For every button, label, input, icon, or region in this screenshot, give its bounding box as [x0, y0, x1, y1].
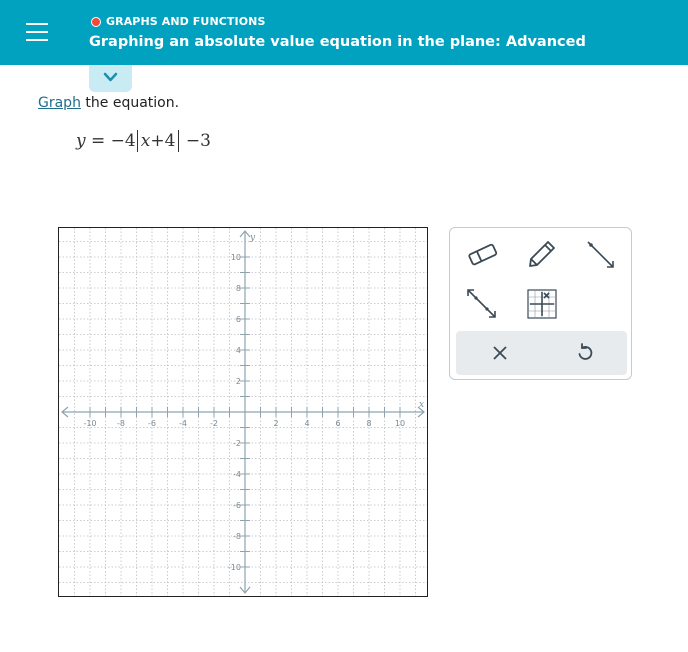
- chevron-down-icon: [103, 72, 118, 83]
- line-icon: [464, 286, 498, 320]
- x-tick-label: 10: [394, 419, 406, 428]
- line-tool[interactable]: [464, 286, 498, 324]
- y-tick-label: -8: [233, 532, 241, 541]
- clear-button[interactable]: [488, 341, 512, 365]
- y-tick-label: -6: [233, 501, 241, 510]
- eraser-icon: [466, 240, 500, 270]
- top-header: [0, 0, 688, 65]
- x-tick-label: -8: [117, 419, 125, 428]
- x-tick-label: 4: [304, 419, 310, 428]
- eq-abs-var: x: [140, 131, 151, 151]
- page-title: Graphing an absolute value equation in the plane: Advanced: [89, 34, 586, 50]
- coordinate-plane[interactable]: [59, 228, 427, 596]
- equation: [76, 130, 211, 152]
- eq-lhs: y: [76, 131, 86, 151]
- clear-icon: [488, 341, 512, 365]
- y-tick-label: 4: [235, 346, 241, 355]
- point-tool[interactable]: [527, 289, 557, 323]
- eq-abs-const: 4: [164, 131, 176, 151]
- hamburger-menu-icon[interactable]: [26, 23, 48, 43]
- eraser-tool[interactable]: [466, 240, 500, 274]
- eq-abs-op: +: [150, 131, 165, 151]
- status-dot-icon: [91, 17, 101, 27]
- point-grid-icon: [527, 289, 557, 319]
- y-tick-label: -2: [233, 439, 241, 448]
- y-tick-label: 6: [235, 315, 241, 324]
- eq-tail-op: −: [185, 131, 201, 151]
- x-tick-label: 8: [366, 419, 372, 428]
- eq-equals: =: [91, 131, 106, 151]
- undo-icon: [573, 341, 597, 365]
- graphing-canvas[interactable]: [58, 227, 428, 597]
- x-axis-label: x: [419, 400, 425, 410]
- ray-tool[interactable]: [584, 238, 616, 274]
- graph-help-link[interactable]: Graph: [38, 95, 81, 111]
- category-label: GRAPHS AND FUNCTIONS: [106, 15, 266, 28]
- eq-absolute-value: [137, 130, 180, 152]
- y-tick-label: -4: [233, 470, 241, 479]
- instruction-text: [38, 95, 179, 111]
- graph-toolbox: [449, 227, 632, 380]
- topic-category: [91, 15, 266, 28]
- eq-coef: −4: [110, 131, 136, 151]
- undo-button[interactable]: [573, 341, 597, 365]
- y-axis-label: y: [250, 233, 256, 243]
- ray-icon: [584, 238, 616, 270]
- y-tick-label: 10: [230, 253, 241, 262]
- y-tick-label: 8: [235, 284, 241, 293]
- x-tick-label: -2: [210, 419, 218, 428]
- action-bar: [456, 331, 627, 375]
- x-tick-label: 2: [273, 419, 279, 428]
- x-tick-label: 6: [335, 419, 341, 428]
- collapse-header-button[interactable]: [89, 65, 132, 92]
- y-tick-label: -10: [227, 563, 241, 572]
- x-tick-label: -10: [83, 419, 97, 428]
- pencil-icon: [526, 238, 558, 270]
- x-tick-label: -4: [179, 419, 187, 428]
- instruction-rest: the equation.: [80, 95, 180, 111]
- x-tick-label: -6: [148, 419, 156, 428]
- y-tick-label: 2: [235, 377, 241, 386]
- pencil-tool[interactable]: [526, 238, 558, 274]
- eq-tail-const: 3: [200, 131, 211, 151]
